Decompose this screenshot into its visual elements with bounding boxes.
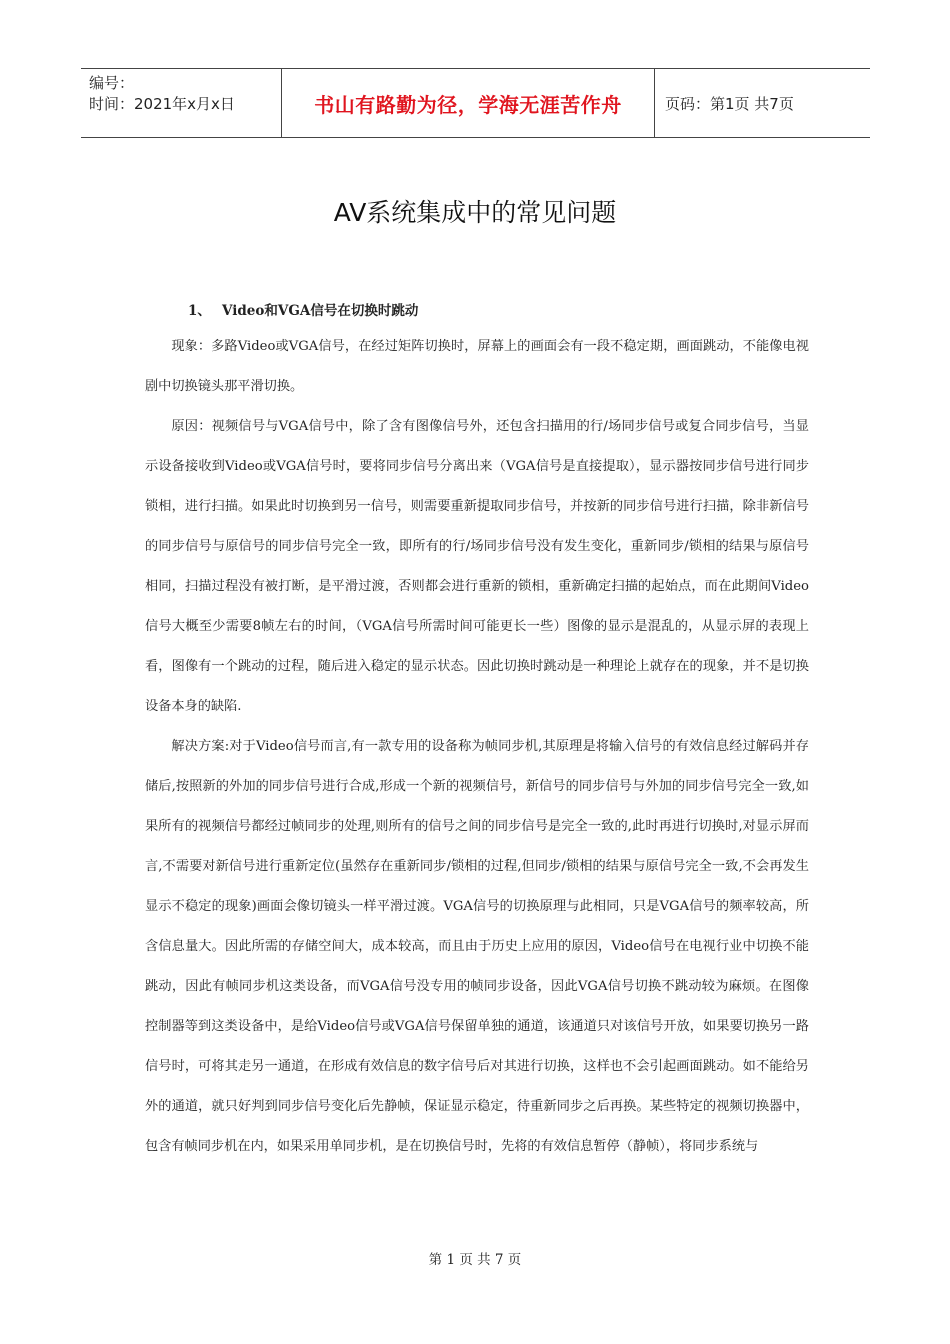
paragraph-solution: 解决方案:对于Video信号而言,有一款专用的设备称为帧同步机,其原理是将输入信号的有效信息经过解码并存储后,按照新的外加的同步信号进行合成,形成一个新的视频信号，新信号的同步信号与外加的同步信号完全一致,如果所有的视频信号都经过帧同步的处理,则所有的信号之间的同步信号是完全一致的,此时再进行切换时,对显示屏而言,不需要对新信号进行重新定位(虽然存在重新同步/锁相的过程,但同步/锁相的结果与原信号完全一致,不会再发生显示不稳定的现象)画面会像切镜头一样平滑过渡。VGA信号的切换原理与此相同，只是VGA信号的频率较高，所含信息量大。因此所需的存储空间大，成本较高，而且由于历史上应用的原因，Video信号在电视行业中切换不能跳动，因此有帧同步机这类设备，而VGA信号没专用的帧同步设备，因此VGA信号切换不跳动较为麻烦。在图像控制器等到这类设备中，是给Video信号或VGA信号保留单独的通道，该通道只对该信号开放，如果要切换另一路信号时，可将其走另一通道，在形成有效信息的数字信号后对其进行切换，这样也不会引起画面跳动。如不能给另外的通道，就只好判到同步信号变化后先静帧，保证显示稳定，待重新同步之后再换。某些特定的视频切换器中，包含有帧同步机在内，如果采用单同步机，是在切换信号时，先将的有效信息暂停（静帧），将同步系统与: [145, 739, 809, 1154]
section-heading: [188, 299, 418, 319]
serial-label: 编号：: [89, 74, 135, 92]
paragraph-phenomenon: 现象：多路Video或VGA信号，在经过矩阵切换时，屏幕上的画面会有一段不稳定期，画面跳动，不能像电视剧中切换镜头那平滑切换。: [145, 339, 809, 394]
time-label: 时间：2021年x月x日: [89, 95, 235, 113]
page-footer: 第 1 页 共 7 页: [428, 1252, 522, 1268]
header-page-info: 页码：第1页 共7页: [665, 94, 794, 113]
section-title: Video和VGA信号在切换时跳动: [222, 303, 419, 319]
document-header: [81, 68, 870, 138]
section-body: [145, 327, 809, 1167]
header-motto: 书山有路勤为径，学海无涯苦作舟: [282, 69, 655, 137]
section-number: 1、: [188, 303, 211, 319]
document-title: AV系统集成中的常见问题: [333, 198, 617, 227]
paragraph-cause: 原因：视频信号与VGA信号中，除了含有图像信号外，还包含扫描用的行/场同步信号或复合同步信号，当显示设备接收到Video或VGA信号时，要将同步信号分离出来（VGA信号是直接提取），显示器按同步信号进行同步锁相，进行扫描。如果此时切换到另一信号，则需要重新提取同步信号，并按新的同步信号进行扫描，除非新信号的同步信号与原信号的同步信号完全一致，即所有的行/场同步信号没有发生变化，重新同步/锁相的结果与原信号相同，扫描过程没有被打断，是平滑过渡，否则都会进行重新的锁相，重新确定扫描的起始点，而在此期间Video信号大概至少需要8帧左右的时间，（VGA信号所需时间可能更长一些）图像的显示是混乱的，从显示屏的表现上看，图像有一个跳动的过程，随后进入稳定的显示状态。因此切换时跳动是一种理论上就存在的现象，并不是切换设备本身的缺陷.: [145, 419, 809, 714]
header-meta: [81, 69, 282, 137]
